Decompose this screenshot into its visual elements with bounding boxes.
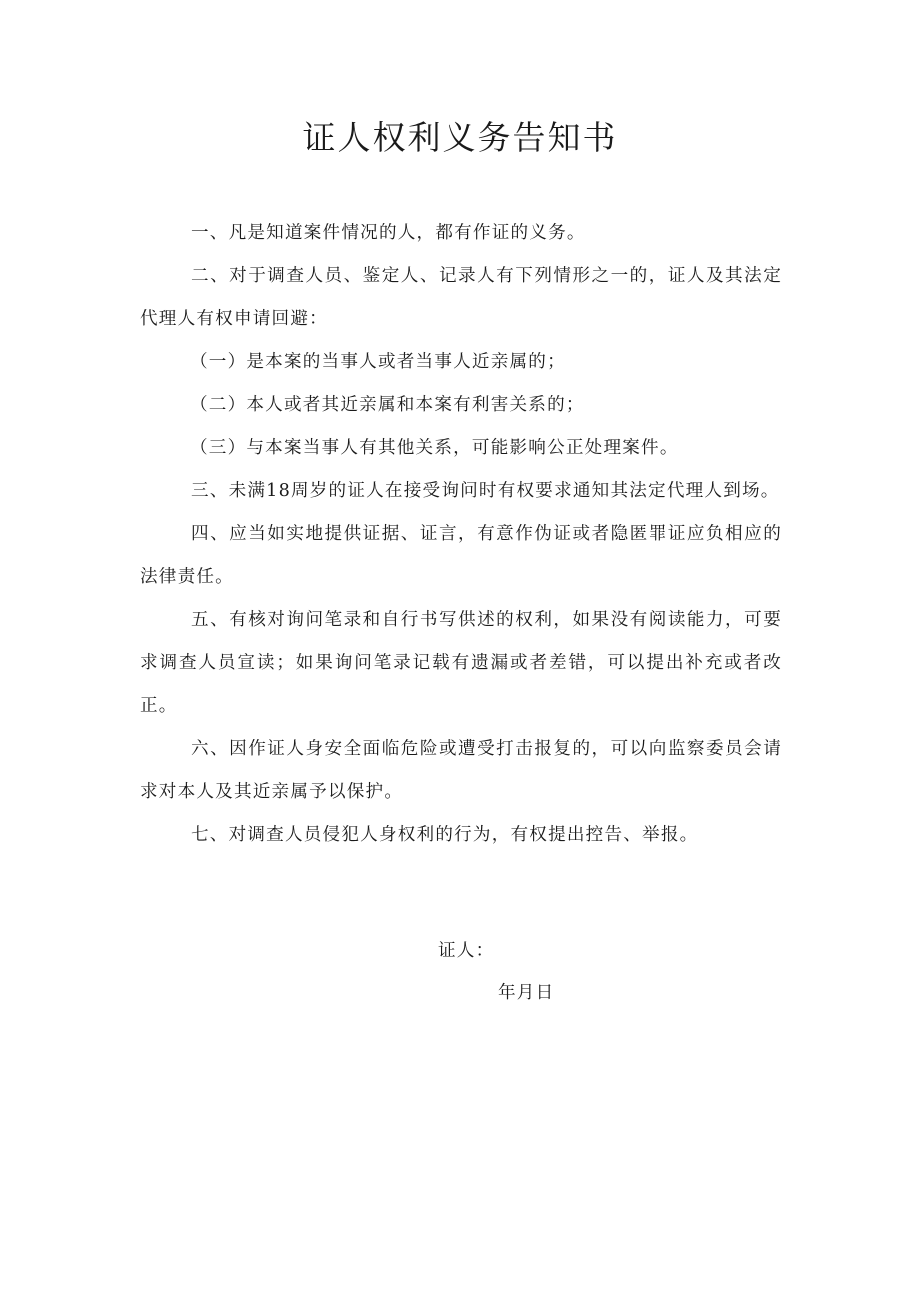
- sub-item-1: （一）是本案的当事人或者当事人近亲属的；: [190, 352, 566, 372]
- paragraph-3: 三、未满18周岁的证人在接受询问时有权要求通知其法定代理人到场。: [191, 481, 780, 501]
- paragraph-6: 六、因作证人身安全面临危险或遭受打击报复的，可以向监察委员会请求对本人及其近亲属予以保护。: [140, 739, 782, 802]
- document-title: 证人权利义务告知书: [302, 118, 618, 157]
- paragraph-7: 七、对调查人员侵犯人身权利的行为，有权提出控告、举报。: [191, 825, 699, 845]
- sub-item-2: （二）本人或者其近亲属和本案有利害关系的；: [190, 395, 585, 415]
- signature-label: 证人：: [438, 941, 495, 961]
- date-label: 年月日: [498, 983, 555, 1003]
- sub-item-3: （三）与本案当事人有其他关系，可能影响公正处理案件。: [190, 438, 679, 458]
- paragraph-5: 五、有核对询问笔录和自行书写供述的权利，如果没有阅读能力，可要求调查人员宣读；如果询问笔录记载有遗漏或者差错，可以提出补充或者改正。: [140, 610, 782, 716]
- paragraph-1: 一、凡是知道案件情况的人，都有作证的义务。: [191, 223, 586, 243]
- document-body: [140, 212, 782, 857]
- paragraph-4: 四、应当如实地提供证据、证言，有意作伪证或者隐匿罪证应负相应的法律责任。: [140, 524, 782, 587]
- paragraph-2: 二、对于调查人员、鉴定人、记录人有下列情形之一的，证人及其法定代理人有权申请回避：: [140, 266, 782, 329]
